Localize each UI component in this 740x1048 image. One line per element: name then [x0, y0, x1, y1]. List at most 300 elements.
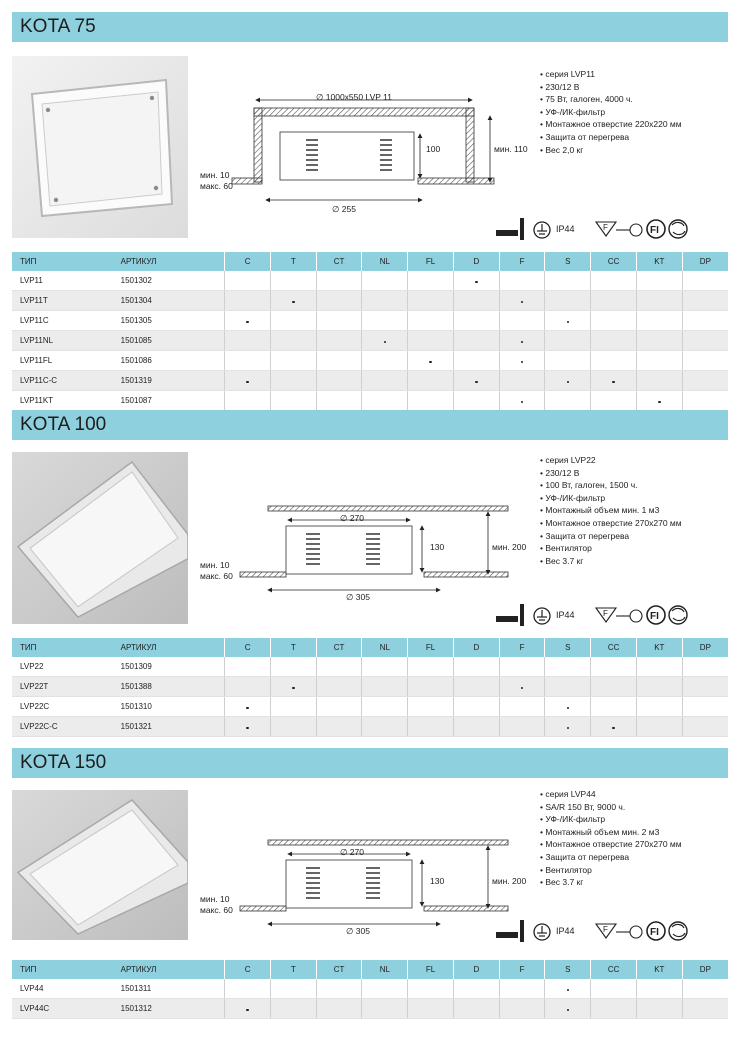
spec-item: • Монтажное отверстие 220x220 мм: [540, 118, 736, 131]
table-row: [12, 331, 728, 351]
option-cell-cc: [591, 331, 637, 351]
table-row: [12, 717, 728, 737]
option-cell-d: [453, 331, 499, 351]
column-header: KT: [636, 638, 682, 657]
diagram-bottom-label: ∅ 255: [332, 204, 356, 214]
option-available-dot: [292, 296, 295, 305]
product-photo: [12, 790, 188, 940]
ip-rating-label: IP44: [556, 610, 575, 620]
option-cell-ct: [316, 271, 362, 291]
option-cell-f: [499, 331, 545, 351]
option-cell-kt: [636, 999, 682, 1019]
option-cell-fl: [408, 271, 454, 291]
article-cell: 1501309: [113, 657, 225, 677]
dimension-diagram: [196, 468, 530, 608]
option-cell-t: [270, 331, 316, 351]
spec-item: • Монтажный объем мин. 2 м3: [540, 826, 736, 839]
option-cell-dp: [682, 271, 728, 291]
section-title: KOTA 150: [12, 748, 728, 778]
svg-text:F: F: [603, 223, 608, 232]
type-cell: LVP11NL: [12, 331, 113, 351]
option-cell-dp: [682, 999, 728, 1019]
column-header: CC: [591, 960, 637, 979]
option-available-dot: [521, 296, 524, 305]
diagram-inner-height: 130: [430, 876, 445, 886]
option-cell-fl: [408, 999, 454, 1019]
option-cell-nl: [362, 657, 408, 677]
option-available-dot: [475, 376, 478, 385]
spec-item: • 230/12 В: [540, 467, 736, 480]
option-cell-dp: [682, 657, 728, 677]
option-cell-dp: [682, 331, 728, 351]
diagram-bottom-label: ∅ 305: [346, 926, 370, 936]
option-cell-cc: [591, 999, 637, 1019]
option-cell-d: [453, 271, 499, 291]
fi-mark-icon: [647, 220, 665, 238]
column-header: D: [453, 252, 499, 271]
option-cell-f: [499, 291, 545, 311]
section-title: KOTA 100: [12, 410, 728, 440]
option-cell-t: [270, 697, 316, 717]
option-cell-dp: [682, 371, 728, 391]
option-cell-fl: [408, 697, 454, 717]
column-header: DP: [682, 252, 728, 271]
product-photo: [12, 452, 188, 624]
product-photo: [12, 56, 188, 238]
option-cell-d: [453, 697, 499, 717]
option-cell-fl: [408, 371, 454, 391]
fi-mark-icon: [647, 606, 665, 624]
option-cell-t: [270, 677, 316, 697]
option-cell-d: [453, 717, 499, 737]
option-cell-dp: [682, 351, 728, 371]
table-header-row: [12, 960, 728, 979]
option-cell-ct: [316, 717, 362, 737]
option-cell-cc: [591, 271, 637, 291]
option-cell-nl: [362, 677, 408, 697]
table-row: [12, 351, 728, 371]
option-available-dot: [429, 356, 432, 365]
spec-item: • Защита от перегрева: [540, 131, 736, 144]
column-header: NL: [362, 252, 408, 271]
option-cell-s: [545, 999, 591, 1019]
option-available-dot: [521, 682, 524, 691]
type-cell: LVP22C-C: [12, 717, 113, 737]
spec-item: • Монтажный объем мин. 1 м3: [540, 504, 736, 517]
option-cell-dp: [682, 291, 728, 311]
option-cell-fl: [408, 291, 454, 311]
option-cell-s: [545, 979, 591, 999]
option-cell-t: [270, 391, 316, 411]
diagram-right-label: мин. 200: [492, 876, 527, 886]
fi-mark-icon: [647, 922, 665, 940]
option-cell-ct: [316, 391, 362, 411]
option-cell-kt: [636, 717, 682, 737]
option-cell-d: [453, 979, 499, 999]
option-cell-c: [225, 657, 271, 677]
column-header: NL: [362, 638, 408, 657]
option-cell-c: [225, 291, 271, 311]
option-cell-ct: [316, 999, 362, 1019]
option-cell-kt: [636, 331, 682, 351]
table-row: [12, 677, 728, 697]
column-header: CT: [316, 638, 362, 657]
option-cell-nl: [362, 371, 408, 391]
option-cell-nl: [362, 291, 408, 311]
option-cell-f: [499, 311, 545, 331]
column-header: F: [499, 252, 545, 271]
option-cell-cc: [591, 291, 637, 311]
column-header: ТИП: [12, 960, 113, 979]
option-cell-f: [499, 351, 545, 371]
option-cell-kt: [636, 697, 682, 717]
spec-item: • Монтажное отверстие 270x270 мм: [540, 838, 736, 851]
option-available-dot: [658, 396, 661, 405]
article-cell: 1501305: [113, 311, 225, 331]
option-cell-t: [270, 999, 316, 1019]
option-cell-cc: [591, 391, 637, 411]
option-cell-d: [453, 371, 499, 391]
option-available-dot: [521, 396, 524, 405]
type-cell: LVP22C: [12, 697, 113, 717]
option-cell-f: [499, 657, 545, 677]
option-available-dot: [612, 376, 615, 385]
column-header: FL: [408, 960, 454, 979]
mounting-icon: [496, 218, 524, 240]
column-header: T: [270, 960, 316, 979]
diagram-top-label: ∅ 1000x550 LVP 11: [316, 92, 392, 102]
column-header: KT: [636, 252, 682, 271]
option-cell-kt: [636, 371, 682, 391]
option-cell-f: [499, 391, 545, 411]
column-header: KT: [636, 960, 682, 979]
option-cell-kt: [636, 351, 682, 371]
table-row: [12, 311, 728, 331]
f-mark-icon: [596, 608, 642, 622]
type-cell: LVP11KT: [12, 391, 113, 411]
diagram-bottom-label: ∅ 305: [346, 592, 370, 602]
option-cell-nl: [362, 351, 408, 371]
option-available-dot: [521, 356, 524, 365]
spec-item: • Вес 3.7 кг: [540, 555, 736, 568]
article-cell: 1501086: [113, 351, 225, 371]
product-table: [12, 960, 728, 1019]
diagram-min-label: мин. 10: [200, 170, 230, 180]
option-cell-t: [270, 271, 316, 291]
table-row: [12, 391, 728, 411]
option-cell-kt: [636, 677, 682, 697]
column-header: FL: [408, 638, 454, 657]
column-header: D: [453, 960, 499, 979]
svg-text:FI: FI: [650, 611, 659, 622]
type-cell: LVP22: [12, 657, 113, 677]
svg-text:FI: FI: [650, 927, 659, 938]
option-cell-nl: [362, 999, 408, 1019]
option-cell-fl: [408, 331, 454, 351]
option-cell-f: [499, 271, 545, 291]
diagram-inner-height: 130: [430, 542, 445, 552]
option-cell-c: [225, 979, 271, 999]
option-cell-dp: [682, 979, 728, 999]
type-cell: LVP44C: [12, 999, 113, 1019]
option-cell-s: [545, 697, 591, 717]
spec-item: • УФ-/ИК-фильтр: [540, 106, 736, 119]
option-cell-ct: [316, 697, 362, 717]
table-row: [12, 999, 728, 1019]
option-cell-s: [545, 717, 591, 737]
option-cell-kt: [636, 979, 682, 999]
option-cell-cc: [591, 697, 637, 717]
column-header: D: [453, 638, 499, 657]
option-cell-t: [270, 717, 316, 737]
column-header: CC: [591, 638, 637, 657]
option-cell-c: [225, 717, 271, 737]
product-section: [0, 12, 740, 405]
option-cell-dp: [682, 717, 728, 737]
option-cell-s: [545, 371, 591, 391]
option-available-dot: [246, 316, 249, 325]
option-cell-c: [225, 999, 271, 1019]
spec-item: • SA/R 150 Вт, 9000 ч.: [540, 801, 736, 814]
section-title: KOTA 75: [12, 12, 728, 42]
column-header: АРТИКУЛ: [113, 252, 225, 271]
column-header: CT: [316, 960, 362, 979]
option-cell-kt: [636, 657, 682, 677]
type-cell: LVP44: [12, 979, 113, 999]
option-available-dot: [521, 336, 524, 345]
option-cell-t: [270, 311, 316, 331]
column-header: DP: [682, 638, 728, 657]
type-cell: LVP11T: [12, 291, 113, 311]
column-header: DP: [682, 960, 728, 979]
option-cell-nl: [362, 331, 408, 351]
option-cell-s: [545, 657, 591, 677]
mounting-icon: [496, 604, 524, 626]
option-cell-fl: [408, 677, 454, 697]
option-cell-cc: [591, 371, 637, 391]
option-available-dot: [292, 682, 295, 691]
dimension-diagram: [196, 802, 530, 942]
table-row: [12, 697, 728, 717]
svg-text:F: F: [603, 925, 608, 934]
column-header: T: [270, 638, 316, 657]
table-row: [12, 657, 728, 677]
option-cell-ct: [316, 291, 362, 311]
diagram-min-label: мин. 10: [200, 560, 230, 570]
option-cell-c: [225, 677, 271, 697]
option-cell-c: [225, 371, 271, 391]
column-header: S: [545, 638, 591, 657]
option-cell-nl: [362, 979, 408, 999]
option-available-dot: [246, 1004, 249, 1013]
option-cell-dp: [682, 677, 728, 697]
table-header-row: [12, 638, 728, 657]
option-cell-ct: [316, 657, 362, 677]
column-header: CT: [316, 252, 362, 271]
diagram-top-label: ∅ 270: [340, 847, 364, 857]
spec-item: • Монтажное отверстие 270x270 мм: [540, 517, 736, 530]
pct-mark-icon: [669, 606, 687, 624]
column-header: АРТИКУЛ: [113, 960, 225, 979]
certification-icons: [496, 602, 726, 628]
option-cell-dp: [682, 391, 728, 411]
option-cell-dp: [682, 697, 728, 717]
article-cell: 1501302: [113, 271, 225, 291]
spec-item: • Защита от перегрева: [540, 530, 736, 543]
option-cell-fl: [408, 391, 454, 411]
column-header: FL: [408, 252, 454, 271]
option-cell-c: [225, 311, 271, 331]
table-header-row: [12, 252, 728, 271]
article-cell: 1501304: [113, 291, 225, 311]
option-cell-cc: [591, 657, 637, 677]
option-cell-f: [499, 999, 545, 1019]
diagram-inner-height: 100: [426, 144, 441, 154]
column-header: CC: [591, 252, 637, 271]
column-header: NL: [362, 960, 408, 979]
dimension-diagram: [196, 70, 530, 214]
table-row: [12, 271, 728, 291]
option-cell-kt: [636, 311, 682, 331]
option-cell-f: [499, 677, 545, 697]
option-cell-kt: [636, 271, 682, 291]
type-cell: LVP11C: [12, 311, 113, 331]
table-row: [12, 291, 728, 311]
column-header: ТИП: [12, 252, 113, 271]
option-cell-c: [225, 271, 271, 291]
option-cell-cc: [591, 677, 637, 697]
option-available-dot: [567, 376, 570, 385]
spec-list: [540, 68, 736, 156]
option-cell-d: [453, 291, 499, 311]
article-cell: 1501319: [113, 371, 225, 391]
option-cell-d: [453, 677, 499, 697]
column-header: F: [499, 638, 545, 657]
option-cell-t: [270, 979, 316, 999]
spec-list: [540, 788, 736, 889]
diagram-top-label: ∅ 270: [340, 513, 364, 523]
column-header: ТИП: [12, 638, 113, 657]
option-available-dot: [246, 376, 249, 385]
type-cell: LVP11: [12, 271, 113, 291]
option-available-dot: [475, 276, 478, 285]
option-available-dot: [567, 984, 570, 993]
option-cell-dp: [682, 311, 728, 331]
option-cell-fl: [408, 351, 454, 371]
option-cell-fl: [408, 717, 454, 737]
diagram-max-label: макс. 60: [200, 571, 233, 581]
type-cell: LVP11C-C: [12, 371, 113, 391]
option-cell-s: [545, 271, 591, 291]
option-cell-cc: [591, 351, 637, 371]
diagram-max-label: макс. 60: [200, 181, 233, 191]
spec-item: • УФ-/ИК-фильтр: [540, 492, 736, 505]
option-cell-nl: [362, 311, 408, 331]
table-row: [12, 371, 728, 391]
spec-item: • Защита от перегрева: [540, 851, 736, 864]
option-cell-ct: [316, 351, 362, 371]
option-cell-nl: [362, 271, 408, 291]
option-available-dot: [384, 336, 387, 345]
option-available-dot: [612, 722, 615, 731]
spec-item: • Вентилятор: [540, 864, 736, 877]
column-header: C: [225, 252, 271, 271]
column-header: C: [225, 638, 271, 657]
option-available-dot: [246, 722, 249, 731]
column-header: АРТИКУЛ: [113, 638, 225, 657]
option-cell-t: [270, 657, 316, 677]
option-cell-s: [545, 351, 591, 371]
option-cell-d: [453, 999, 499, 1019]
option-available-dot: [567, 722, 570, 731]
option-cell-ct: [316, 371, 362, 391]
article-cell: 1501312: [113, 999, 225, 1019]
certification-icons: [496, 216, 726, 242]
table-row: [12, 979, 728, 999]
spec-item: • Вес 3.7 кг: [540, 876, 736, 889]
column-header: F: [499, 960, 545, 979]
option-available-dot: [246, 702, 249, 711]
option-cell-ct: [316, 677, 362, 697]
spec-list: [540, 454, 736, 567]
spec-item: • серия LVP22: [540, 454, 736, 467]
option-cell-f: [499, 717, 545, 737]
product-section: [0, 410, 740, 731]
diagram-max-label: макс. 60: [200, 905, 233, 915]
certification-icons: [496, 918, 726, 944]
article-cell: 1501311: [113, 979, 225, 999]
option-cell-s: [545, 291, 591, 311]
option-cell-d: [453, 351, 499, 371]
article-cell: 1501310: [113, 697, 225, 717]
ground-icon: [534, 924, 550, 940]
option-cell-s: [545, 677, 591, 697]
option-cell-s: [545, 311, 591, 331]
spec-item: • серия LVP44: [540, 788, 736, 801]
f-mark-icon: [596, 222, 642, 236]
option-cell-ct: [316, 311, 362, 331]
option-cell-s: [545, 391, 591, 411]
option-cell-f: [499, 979, 545, 999]
spec-item: • 100 Вт, галоген, 1500 ч.: [540, 479, 736, 492]
option-cell-f: [499, 697, 545, 717]
pct-mark-icon: [669, 922, 687, 940]
column-header: T: [270, 252, 316, 271]
option-cell-t: [270, 371, 316, 391]
option-cell-fl: [408, 311, 454, 331]
diagram-right-label: мин. 110: [494, 144, 528, 154]
option-cell-fl: [408, 979, 454, 999]
column-header: C: [225, 960, 271, 979]
option-cell-nl: [362, 391, 408, 411]
type-cell: LVP11FL: [12, 351, 113, 371]
product-table: [12, 252, 728, 411]
product-section: [0, 748, 740, 1048]
option-cell-cc: [591, 717, 637, 737]
option-cell-f: [499, 371, 545, 391]
option-cell-d: [453, 311, 499, 331]
article-cell: 1501388: [113, 677, 225, 697]
option-cell-s: [545, 331, 591, 351]
option-cell-t: [270, 351, 316, 371]
option-cell-c: [225, 351, 271, 371]
product-table: [12, 638, 728, 737]
svg-text:FI: FI: [650, 225, 659, 236]
option-cell-kt: [636, 391, 682, 411]
column-header: S: [545, 960, 591, 979]
ground-icon: [534, 608, 550, 624]
option-cell-d: [453, 391, 499, 411]
